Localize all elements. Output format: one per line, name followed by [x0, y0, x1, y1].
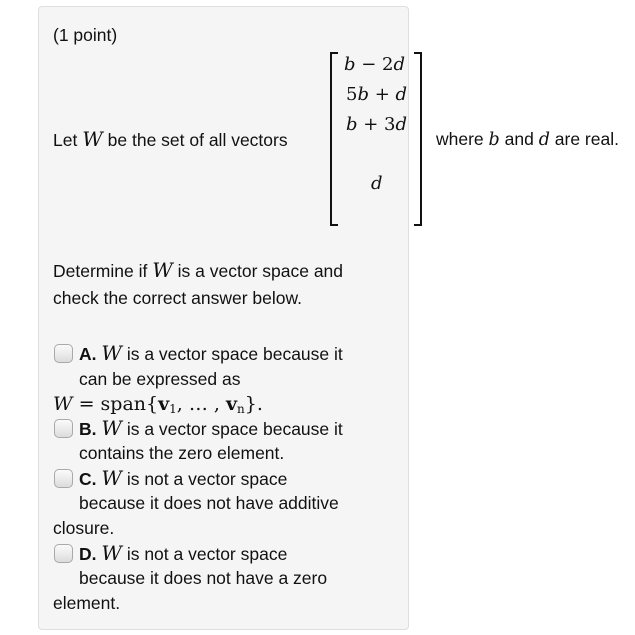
- question-statement: [53, 128, 288, 151]
- option-c-line-2: because it does not have additive: [79, 493, 339, 513]
- vector-entry-1: b − 2d: [344, 54, 406, 75]
- option-b-line-1: B. W is a vector space because it: [79, 416, 343, 440]
- option-d-line-2: because it does not have a zero: [79, 568, 328, 588]
- option-c-line-1: C. W is not a vector space: [79, 466, 288, 490]
- matrix-left-bracket: [328, 52, 340, 228]
- option-c-letter: C.: [79, 469, 97, 489]
- option-d-letter: D.: [79, 544, 97, 564]
- option-b-letter: B.: [79, 419, 97, 439]
- var-b: b: [488, 130, 500, 150]
- option-a-line-1: A. W is a vector space because it: [79, 341, 343, 365]
- var-d: d: [538, 130, 550, 150]
- set-variable: W: [82, 127, 103, 151]
- instruction-line-1: Determine if W is a vector space and: [53, 258, 344, 282]
- option-d-line-1: D. W is not a vector space: [79, 541, 288, 565]
- option-a-checkbox[interactable]: [54, 344, 73, 363]
- option-c-line-3: closure.: [53, 518, 115, 538]
- vector-entry-2: 5b + d: [346, 84, 408, 105]
- option-b-checkbox[interactable]: [54, 419, 73, 438]
- option-b-line-2: contains the zero element.: [79, 443, 285, 463]
- option-d-checkbox[interactable]: [54, 544, 73, 563]
- option-d-line-3: element.: [53, 593, 121, 613]
- instruction-line-2: check the correct answer below.: [53, 288, 303, 308]
- let-prefix: Let: [53, 130, 78, 150]
- option-a-line-2: can be expressed as: [79, 369, 241, 389]
- set-description: be the set of all vectors: [107, 130, 288, 150]
- vector-entry-4: d: [371, 173, 383, 194]
- option-a-letter: A.: [79, 344, 97, 364]
- vector-entry-3: b + 3d: [346, 114, 408, 135]
- real-condition: where b and d are real.: [436, 129, 619, 150]
- option-c-checkbox[interactable]: [54, 469, 73, 488]
- matrix-right-bracket: [412, 52, 424, 228]
- option-a-equation: $W = span\{v_1$, … , $v_n$}.: [53, 393, 263, 416]
- points-label: (1 point): [53, 25, 118, 45]
